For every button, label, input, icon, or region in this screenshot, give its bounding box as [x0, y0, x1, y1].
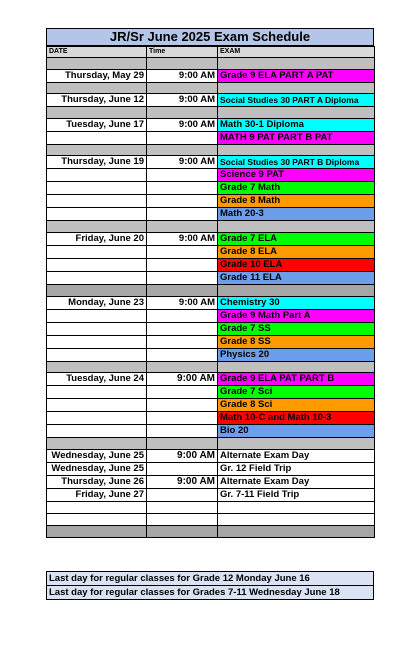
date-cell: Thursday, June 12 — [47, 94, 147, 107]
exam-cell: Grade 8 Math — [218, 195, 375, 208]
time-cell: 9:00 AM — [147, 232, 218, 245]
separator-row — [47, 107, 375, 119]
exam-cell: Grade 8 ELA — [218, 245, 375, 258]
separator-row — [47, 526, 375, 538]
date-cell — [47, 322, 147, 335]
time-cell — [147, 425, 218, 438]
date-cell — [47, 348, 147, 361]
exam-row — [47, 412, 375, 425]
date-cell: Thursday, June 19 — [47, 156, 147, 169]
time-cell: 9:00 AM — [147, 118, 218, 131]
time-cell — [147, 208, 218, 221]
time-cell: 9:00 AM — [147, 156, 218, 169]
exam-cell: Grade 10 ELA — [218, 258, 375, 271]
time-cell — [147, 169, 218, 182]
exam-cell: Gr. 7-11 Field Trip — [218, 488, 375, 501]
separator-cell — [147, 221, 218, 233]
time-cell — [147, 501, 218, 513]
header-row — [47, 47, 375, 58]
exam-row — [47, 208, 375, 221]
separator-cell — [47, 107, 147, 119]
exam-row — [47, 271, 375, 284]
date-cell — [47, 513, 147, 525]
date-cell: Wednesday, June 25 — [47, 449, 147, 462]
date-cell: Tuesday, June 24 — [47, 373, 147, 386]
time-cell — [147, 309, 218, 322]
time-cell: 9:00 AM — [147, 475, 218, 488]
separator-cell — [47, 361, 147, 373]
separator-row — [47, 144, 375, 156]
time-cell — [147, 322, 218, 335]
exam-cell: Alternate Exam Day — [218, 449, 375, 462]
time-header: Time — [147, 47, 218, 58]
exam-cell: Grade 7 Sci — [218, 386, 375, 399]
exam-cell — [218, 501, 375, 513]
exam-cell: Physics 20 — [218, 348, 375, 361]
date-cell — [47, 501, 147, 513]
exam-row — [47, 386, 375, 399]
exam-row — [47, 488, 375, 501]
exam-row — [47, 169, 375, 182]
separator-cell — [218, 438, 375, 450]
separator-cell — [47, 58, 147, 70]
exam-row — [47, 449, 375, 462]
exam-cell: Math 20-3 — [218, 208, 375, 221]
exam-cell: Grade 9 ELA PART A PAT — [218, 69, 375, 82]
date-cell — [47, 169, 147, 182]
exam-row — [47, 94, 375, 107]
exam-row — [47, 296, 375, 309]
time-cell — [147, 348, 218, 361]
time-cell — [147, 258, 218, 271]
exam-cell: Grade 11 ELA — [218, 271, 375, 284]
exam-cell: MATH 9 PAT PART B PAT — [218, 131, 375, 144]
exam-row — [47, 513, 375, 525]
date-cell: Tuesday, June 17 — [47, 118, 147, 131]
date-cell — [47, 425, 147, 438]
schedule-title: JR/Sr June 2025 Exam Schedule — [46, 28, 374, 46]
date-cell: Monday, June 23 — [47, 296, 147, 309]
time-cell — [147, 399, 218, 412]
exam-cell: Grade 7 SS — [218, 322, 375, 335]
footer-note-grade12: Last day for regular classes for Grade 12 Monday June 16 — [46, 571, 374, 586]
time-cell — [147, 131, 218, 144]
exam-row — [47, 182, 375, 195]
separator-cell — [47, 221, 147, 233]
separator-cell — [47, 144, 147, 156]
date-cell — [47, 386, 147, 399]
footer-note-grades7-11: Last day for regular classes for Grades 7-11 Wednesday June 18 — [46, 586, 374, 601]
separator-cell — [218, 284, 375, 296]
separator-cell — [47, 438, 147, 450]
exam-row — [47, 462, 375, 475]
separator-cell — [147, 58, 218, 70]
time-cell — [147, 182, 218, 195]
exam-cell: Grade 9 Math Part A — [218, 309, 375, 322]
schedule-table — [46, 46, 375, 538]
exam-cell — [218, 513, 375, 525]
date-cell — [47, 271, 147, 284]
separator-cell — [147, 526, 218, 538]
time-cell — [147, 195, 218, 208]
separator-cell — [147, 284, 218, 296]
date-cell — [47, 182, 147, 195]
date-cell: Friday, June 20 — [47, 232, 147, 245]
time-cell: 9:00 AM — [147, 94, 218, 107]
exam-header: EXAM — [218, 47, 375, 58]
schedule-sheet — [46, 28, 374, 538]
date-cell: Thursday, May 29 — [47, 69, 147, 82]
exam-cell: Grade 8 Sci — [218, 399, 375, 412]
time-cell — [147, 386, 218, 399]
exam-cell: Grade 7 Math — [218, 182, 375, 195]
exam-row — [47, 156, 375, 169]
exam-row — [47, 309, 375, 322]
separator-cell — [147, 144, 218, 156]
exam-row — [47, 245, 375, 258]
exam-cell: Math 10-C and Math 10-3 — [218, 412, 375, 425]
exam-row — [47, 475, 375, 488]
exam-row — [47, 373, 375, 386]
separator-cell — [147, 438, 218, 450]
date-cell — [47, 309, 147, 322]
time-cell: 9:00 AM — [147, 373, 218, 386]
date-cell — [47, 335, 147, 348]
separator-cell — [147, 82, 218, 94]
separator-row — [47, 82, 375, 94]
separator-cell — [47, 82, 147, 94]
exam-row — [47, 69, 375, 82]
date-cell — [47, 412, 147, 425]
separator-cell — [47, 526, 147, 538]
exam-cell: Gr. 12 Field Trip — [218, 462, 375, 475]
date-cell: Friday, June 27 — [47, 488, 147, 501]
separator-row — [47, 361, 375, 373]
exam-row — [47, 232, 375, 245]
exam-cell: Alternate Exam Day — [218, 475, 375, 488]
separator-cell — [218, 107, 375, 119]
separator-cell — [147, 107, 218, 119]
exam-row — [47, 335, 375, 348]
exam-cell: Chemistry 30 — [218, 296, 375, 309]
separator-cell — [218, 58, 375, 70]
exam-row — [47, 118, 375, 131]
time-cell: 9:00 AM — [147, 296, 218, 309]
time-cell — [147, 271, 218, 284]
exam-cell: Science 9 PAT — [218, 169, 375, 182]
date-cell — [47, 208, 147, 221]
exam-row — [47, 322, 375, 335]
footer-notes — [46, 571, 374, 600]
date-cell: Wednesday, June 25 — [47, 462, 147, 475]
separator-row — [47, 58, 375, 70]
date-cell — [47, 245, 147, 258]
separator-cell — [218, 82, 375, 94]
separator-cell — [147, 361, 218, 373]
separator-cell — [218, 221, 375, 233]
time-cell — [147, 245, 218, 258]
separator-cell — [218, 144, 375, 156]
exam-row — [47, 131, 375, 144]
date-cell — [47, 399, 147, 412]
time-cell: 9:00 AM — [147, 449, 218, 462]
exam-cell: Math 30-1 Diploma — [218, 118, 375, 131]
time-cell — [147, 335, 218, 348]
date-cell: Thursday, June 26 — [47, 475, 147, 488]
date-cell — [47, 131, 147, 144]
separator-cell — [47, 284, 147, 296]
exam-row — [47, 399, 375, 412]
exam-row — [47, 195, 375, 208]
time-cell: 9:00 AM — [147, 69, 218, 82]
exam-cell: Grade 7 ELA — [218, 232, 375, 245]
exam-cell: Social Studies 30 PART A Diploma — [218, 94, 375, 107]
exam-row — [47, 258, 375, 271]
separator-cell — [218, 526, 375, 538]
exam-row — [47, 501, 375, 513]
separator-row — [47, 438, 375, 450]
separator-row — [47, 284, 375, 296]
time-cell — [147, 412, 218, 425]
date-header: DATE — [47, 47, 147, 58]
date-cell — [47, 258, 147, 271]
exam-cell: Social Studies 30 PART B Diploma — [218, 156, 375, 169]
exam-row — [47, 425, 375, 438]
separator-cell — [218, 361, 375, 373]
exam-row — [47, 348, 375, 361]
separator-row — [47, 221, 375, 233]
date-cell — [47, 195, 147, 208]
exam-cell: Grade 9 ELA PAT PART B — [218, 373, 375, 386]
exam-cell: Grade 8 SS — [218, 335, 375, 348]
time-cell — [147, 488, 218, 501]
time-cell — [147, 513, 218, 525]
time-cell — [147, 462, 218, 475]
exam-cell: Bio 20 — [218, 425, 375, 438]
